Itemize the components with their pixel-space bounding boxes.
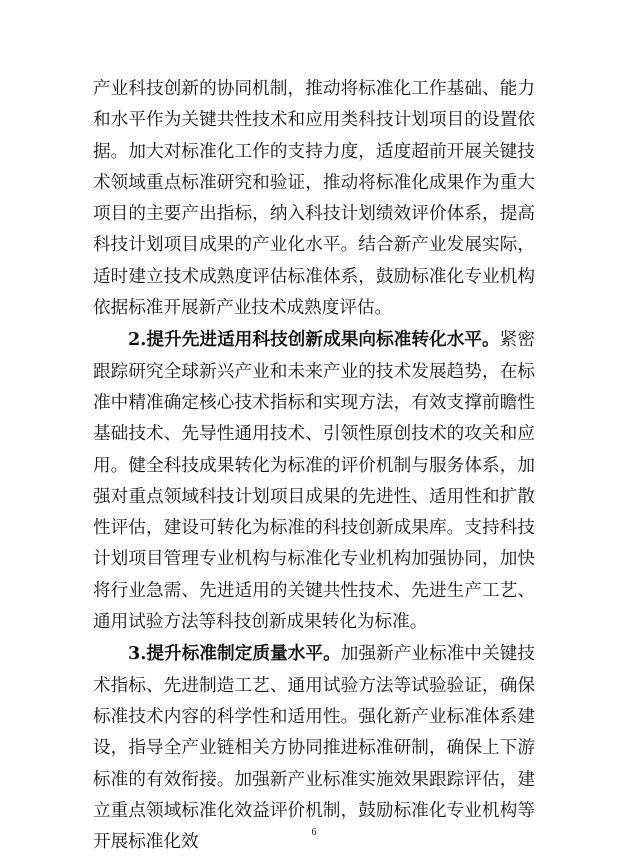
page-number: 6: [311, 827, 317, 838]
paragraph-continued: [93, 74, 535, 324]
paragraph-item-3: [93, 638, 535, 858]
paragraph-body: 产业科技创新的协同机制，推动将标准化工作基础、能力和水平作为关键共性技术和应用类科技计划项目的设置依据。加大对标准化工作的支持力度，适度超前开展关键技术领域重点标准研究和验证，推动将标准化成果作为重大项目的主要产出指标，纳入科技计划绩效评价体系，提高科技计划项目成果的产业化水平。结合新产业发展实际，适时建立技术成熟度评估标准体系，鼓励标准化专业机构依据标准开展新产业技术成熟度评估。: [93, 79, 535, 319]
paragraph-item-2: [93, 324, 535, 638]
paragraph-body: 紧密跟踪研究全球新兴产业和未来产业的技术发展趋势，在标准中精准确定核心技术指标和实现方法，有效支撑前瞻性基础技术、先导性通用技术、引领性原创技术的攻关和应用。健全科技成果转化为标准的评价机制与服务体系，加强对重点领域科技计划项目成果的先进性、适用性和扩散性评估，建设可转化为标准的科技创新成果库。支持科技计划项目管理专业机构与标准化专业机构加强协同，加快将行业急需、先进适用的关键共性技术、先进生产工艺、通用试验方法等科技创新成果转化为标准。: [93, 330, 535, 633]
body-text: [93, 74, 535, 858]
paragraph-heading: 2.提升先进适用科技创新成果向标准转化水平。: [128, 329, 500, 351]
paragraph-body: 加强新产业标准中关键技术指标、先进制造工艺、通用试验方法等试验验证，确保标准技术内容的科学性和适用性。强化新产业标准体系建设，指导全产业链相关方协同推进标准研制，确保上下游标准的有效衔接。加强新产业标准实施效果跟踪评估，建立重点领域标准化效益评价机制，鼓励标准化专业机构等开展标准化效: [93, 644, 535, 853]
paragraph-heading: 3.提升标准制定质量水平。: [128, 643, 341, 665]
